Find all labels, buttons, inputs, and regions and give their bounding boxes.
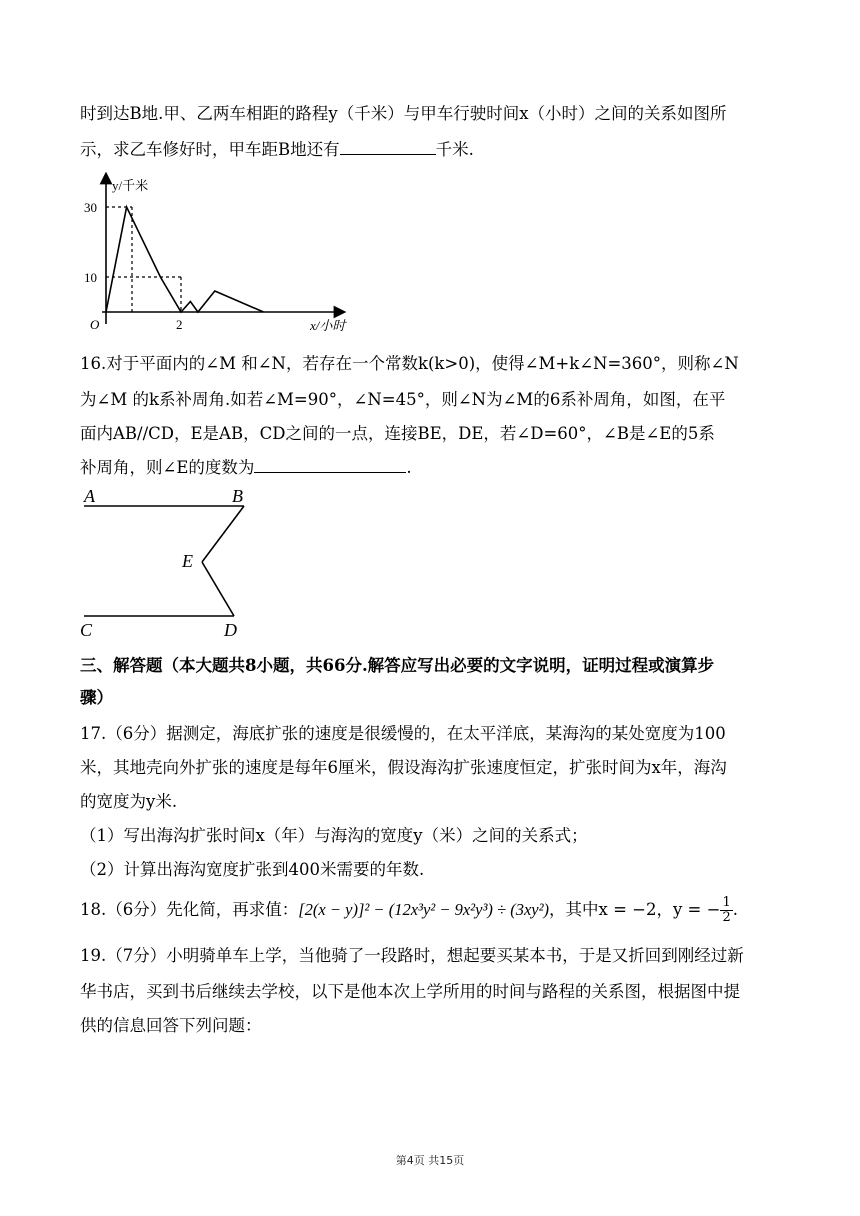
x-tick-2: 2: [176, 317, 183, 332]
q18-prefix: 18.（6分）先化简，再求值：: [80, 900, 299, 919]
q16-line-3: 面内AB//CD，E是AB，CD之间的一点，连接BE，DE，若∠D=60°，∠B是∠E的5系: [80, 424, 715, 443]
distance-time-graph: [82, 172, 362, 340]
x-axis-label: x/小时: [310, 318, 346, 333]
q15-line-2: [80, 140, 474, 160]
distance-series-line: [106, 207, 264, 312]
q19-line-3: 供的信息回答下列问题：: [80, 1016, 262, 1035]
label-e: E: [182, 551, 193, 571]
q17-sub-2: （2）计算出海沟宽度扩张到400米需要的年数.: [80, 860, 425, 879]
q18-frac-num: 1: [722, 895, 731, 910]
q18-frac-den: 2: [722, 910, 731, 925]
q16-answer-blank: [254, 458, 406, 473]
label-a: A: [84, 486, 95, 506]
q18-line: [80, 896, 738, 925]
y-tick-30: 30: [84, 200, 97, 215]
q19-line-2: 华书店，买到书后继续去学校，以下是他本次上学所用的时间与路程的关系图，根据图中提: [80, 982, 740, 1001]
q15-line-2-text: 示，求乙车修好时，甲车距B地还有: [80, 140, 340, 159]
label-c: C: [80, 620, 93, 640]
section-3-heading-1: 三、解答题（本大题共8小题，共66分.解答应写出必要的文字说明，证明过程或演算步: [80, 656, 715, 675]
q18-end: .: [732, 900, 738, 919]
q15-line-1: 时到达B地.甲、乙两车相距的路程y（千米）与甲车行驶时间x（小时）之间的关系如图所: [80, 104, 727, 123]
q19-line-1: 19.（7分）小明骑单车上学，当他骑了一段路时，想起要买某本书，于是又折回到刚经过新: [80, 946, 744, 965]
q17-line-1: 17.（6分）据测定，海底扩张的速度是很缓慢的，在太平洋底，某海沟的某处宽度为100: [80, 724, 726, 743]
q15-line-2-end: 千米.: [435, 140, 474, 159]
y-axis-label: y/千米: [112, 178, 149, 193]
q16-line-2: 为∠M 的k系补周角.如若∠M=90°，∠N=45°，则∠N为∠M的6系补周角，如图，在平: [80, 390, 726, 409]
origin-label: O: [90, 317, 100, 332]
q17-line-3: 的宽度为y米.: [80, 792, 178, 811]
segment-ed: [202, 562, 234, 616]
q16-line-4: [80, 458, 412, 478]
page-footer: 第4页 共15页: [395, 1154, 465, 1167]
q17-line-2: 米，其地壳向外扩张的速度是每年6厘米，假设海沟扩张速度恒定，扩张时间为x年，海沟: [80, 758, 727, 777]
q15-answer-blank: [340, 140, 436, 155]
q17-sub-1: （1）写出海沟扩张时间x（年）与海沟的宽度y（米）之间的关系式；: [80, 826, 588, 845]
q18-condition: ，其中x = −2，y = −: [549, 900, 721, 919]
parallel-lines-figure: [78, 484, 278, 644]
q18-expression: [2(x − y)]² − (12x³y² − 9x²y³) ÷ (3xy²): [298, 900, 550, 919]
label-b: B: [232, 486, 243, 506]
q16-line-4-text: 补周角，则∠E的度数为: [80, 458, 255, 477]
section-3-heading-2: 骤）: [80, 688, 113, 707]
y-tick-10: 10: [84, 270, 97, 285]
label-d: D: [224, 620, 237, 640]
segment-be: [202, 506, 244, 562]
q16-line-1: 16.对于平面内的∠M 和∠N，若存在一个常数k(k>0)，使得∠M+k∠N=360°，则称∠N: [80, 354, 739, 373]
q16-line-4-end: .: [406, 458, 412, 477]
q18-fraction: [720, 896, 732, 925]
